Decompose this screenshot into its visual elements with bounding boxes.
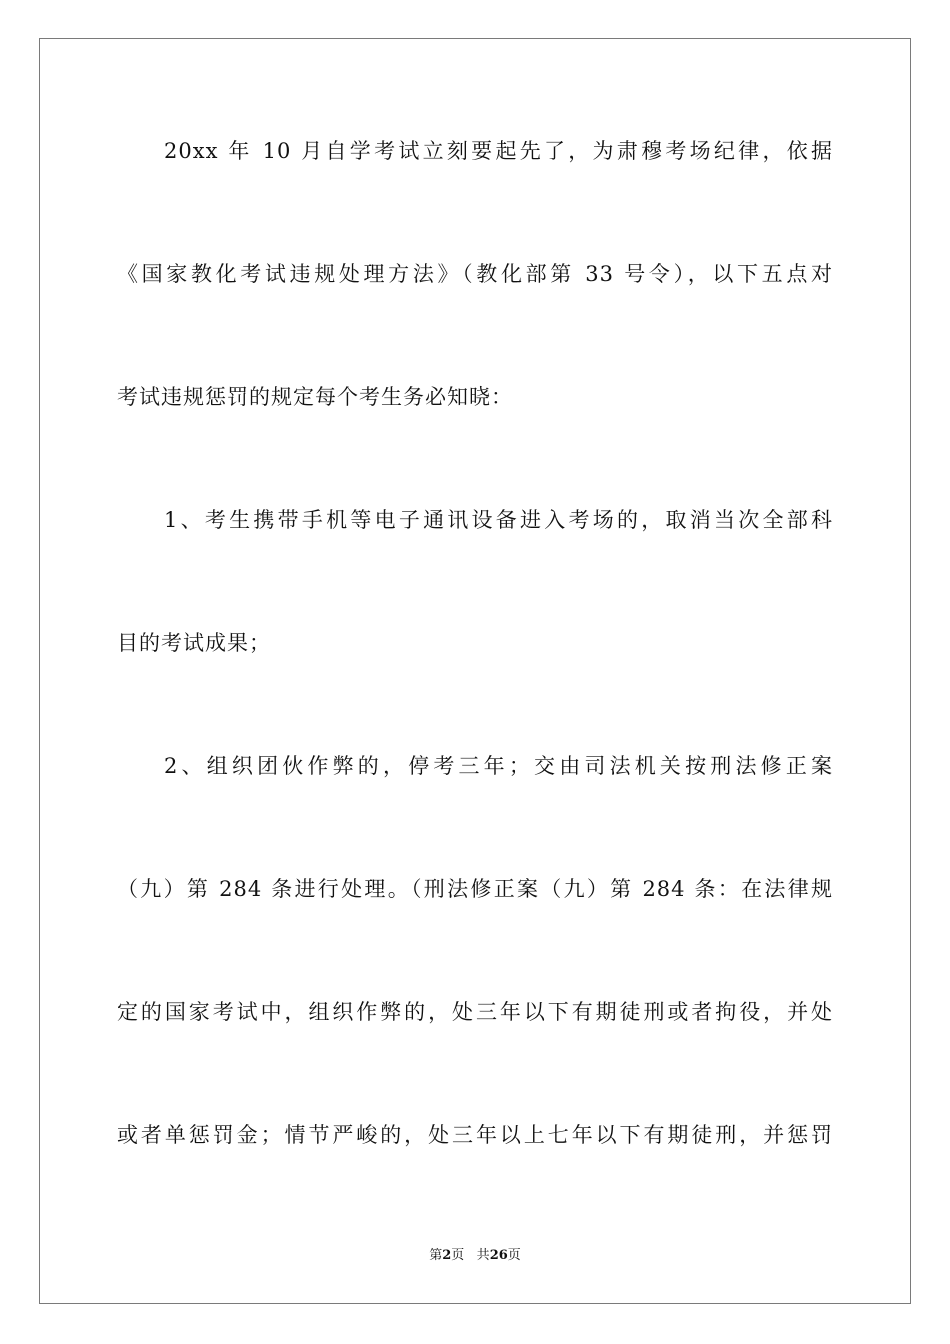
page-border [39,38,911,1304]
paragraph-line: 《国家教化考试违规处理方法》（教化部第 33 号令），以下五点对 [117,262,833,286]
paragraph-line: 1、考生携带手机等电子通讯设备进入考场的，取消当次全部科 [164,508,833,532]
paragraph-line: 考试违规惩罚的规定每个考生务必知晓： [117,385,513,409]
paragraph-line: 定的国家考试中，组织作弊的，处三年以下有期徒刑或者拘役，并处 [117,1000,833,1024]
total-label-prefix: 共 [476,1248,490,1263]
page-number: 2 [442,1248,452,1263]
paragraph-line: （九）第 284 条进行处理。（刑法修正案（九）第 284 条：在法律规 [117,877,833,901]
paragraph-line: 2、组织团伙作弊的，停考三年；交由司法机关按刑法修正案 [164,754,833,778]
paragraph-line: 20xx 年 10 月自学考试立刻要起先了，为肃穆考场纪律，依据 [164,139,833,163]
paragraph-line: 或者单惩罚金；情节严峻的，处三年以上七年以下有期徒刑，并惩罚 [117,1123,833,1147]
page-label-prefix: 第 [429,1248,443,1263]
page-footer [0,1246,950,1266]
total-pages: 26 [489,1248,508,1263]
paragraph-line: 目的考试成果； [117,631,271,655]
page-label-suffix: 页 [451,1248,465,1263]
total-label-suffix: 页 [507,1248,521,1263]
